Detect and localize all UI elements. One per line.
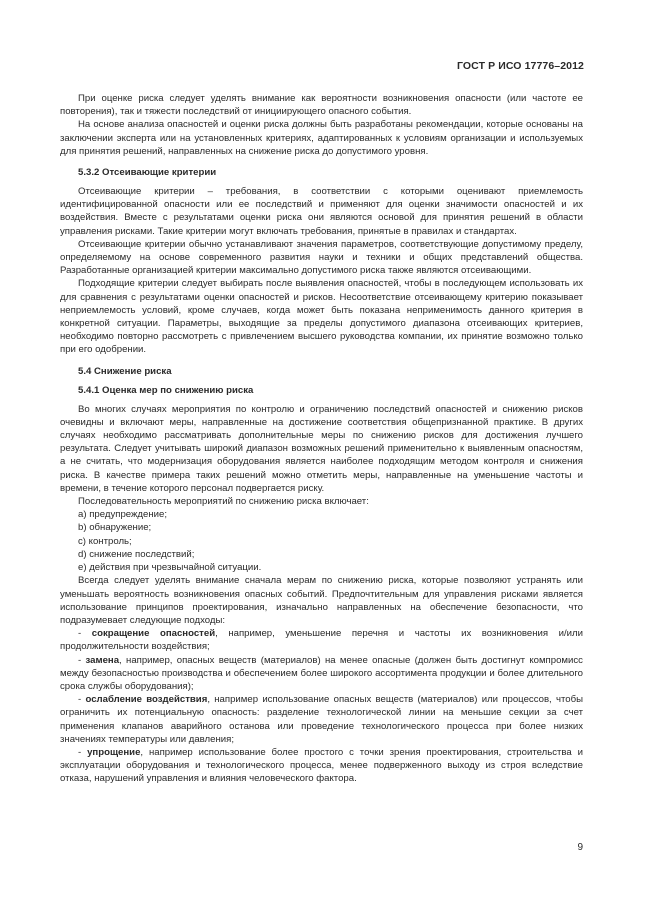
section-heading-5-3-2: 5.3.2 Отсеивающие критерии [78,167,217,179]
list-item: a) предупреждение; [78,509,168,521]
list-item: b) обнаружение; [78,522,152,534]
document-header: ГОСТ Р ИСО 17776–2012 [456,60,584,72]
approach-term: ослабление воздействия [85,694,208,706]
section-heading-5-4: 5.4 Снижение риска [78,365,172,377]
approach-term: сокращение опасностей [91,628,216,640]
paragraph: Отсеивающие критерии обычно устанавливают значения параметров, соответствующие допустимому пределу, определяемому на основе современного развития науки и техники и общих представлений общества. Разработанные организацией критерии максимально допустимого риска также являются отсеивающими. [60,238,583,277]
page-number: 9 [577,842,583,853]
approach-item: - сокращение опасностей, например, уменьшение перечня и частоты их возникновения и/или продолжительности воздействия; [60,628,583,653]
approach-item: - ослабление воздействия, например использование опасных веществ (материалов) или процессов, чтобы ограничить их потенциальную опасность: разделение технологической линии на меньшие секции за счет применения клапанов аварийного останова или проведение технологического процесса при более низких значениях температуры или давления; [60,694,583,745]
document-body [60,92,583,786]
paragraph: На основе анализа опасностей и оценки риска должны быть разработаны рекомендации, которые основаны на заключении эксперта или на установленных критериях, адаптированных к условиям организации и используемых для принятия решений, направленных на снижение риска до допустимого уровня. [60,119,583,157]
paragraph: Во многих случаях мероприятия по контролю и ограничению последствий опасностей и снижению рисков очевидны и включают меры, направленные на достижение соответствия общепризнанной практике. В других случаях необходимо рассматривать дополнительные меры по снижению рисков для достижения лучшего результата. Следует учитывать широкий диапазон возможных решений применительно к выявленным опасностям, а не считать, что модернизация оборудования является наиболее подходящим методом контроля и снижения риска. В качестве примера таких решений можно отметить меры, направленные на уменьшение частоты и времени, в течение которого персонал подвергается риску. [60,403,583,494]
approach-item: - замена, например, опасных веществ (материалов) на менее опасные (должен быть достигнут компромисс между безопасностью производства и обеспечением более широкого ассортимента продукции и более длительного срока службы оборудования); [60,654,583,692]
paragraph: Подходящие критерии следует выбирать после выявления опасностей, чтобы в последующем использовать их для сравнения с результатами оценки опасностей и рисков. Несоответствие отсеивающему критерию показывает неприемлемость условий, кроме случаев, когда может быть показана неприменимость данного критерия в конкретной ситуации. Параметры, выходящие за пределы допустимого диапазона отсеивающих критериев, необходимо повторно рассмотреть с привлечением высшего руководства компании, их принятие возможно только при его одобрении. [60,278,583,356]
section-heading-5-4-1: 5.4.1 Оценка мер по снижению риска [78,384,254,396]
paragraph: Всегда следует уделять внимание сначала мерам по снижению риска, которые позволяют устранять или уменьшать вероятность возникновения опасных событий. Предпочтительным для управления рисками является использование принципов проектирования, изначально направленных на обеспечение безопасности, что подразумевает следующие подходы: [60,575,583,626]
paragraph: При оценке риска следует уделять внимание как вероятности возникновения опасности (или частоте ее повторения), так и тяжести последствий от инициирующего опасного события. [60,93,583,118]
paragraph: Отсеивающие критерии – требования, в соответствии с которыми оценивают приемлемость идентифицированной опасности или ее последствий и применяют для оценки значимости опасностей и их воздействия. Вместе с результатами оценки риска они являются основой для принятия решений в области управления рисками. Такие критерии могут включать требования, принятые в правилах и стандартах. [60,186,583,237]
list-item: c) контроль; [78,535,132,547]
approach-term: упрощение [87,746,141,758]
list-item: e) действия при чрезвычайной ситуации. [78,562,262,574]
list-item: d) снижение последствий; [78,548,195,560]
approach-item: - упрощение, например использование более простого с точки зрения проектирования, строительства и эксплуатации оборудования и технологического процесса, менее подверженного выходу из строя вследствие отказа, нарушений управления и влияния человеческого фактора. [60,746,583,785]
approach-term: замена [85,654,120,666]
paragraph: Последовательность мероприятий по снижению риска включает: [78,496,369,508]
